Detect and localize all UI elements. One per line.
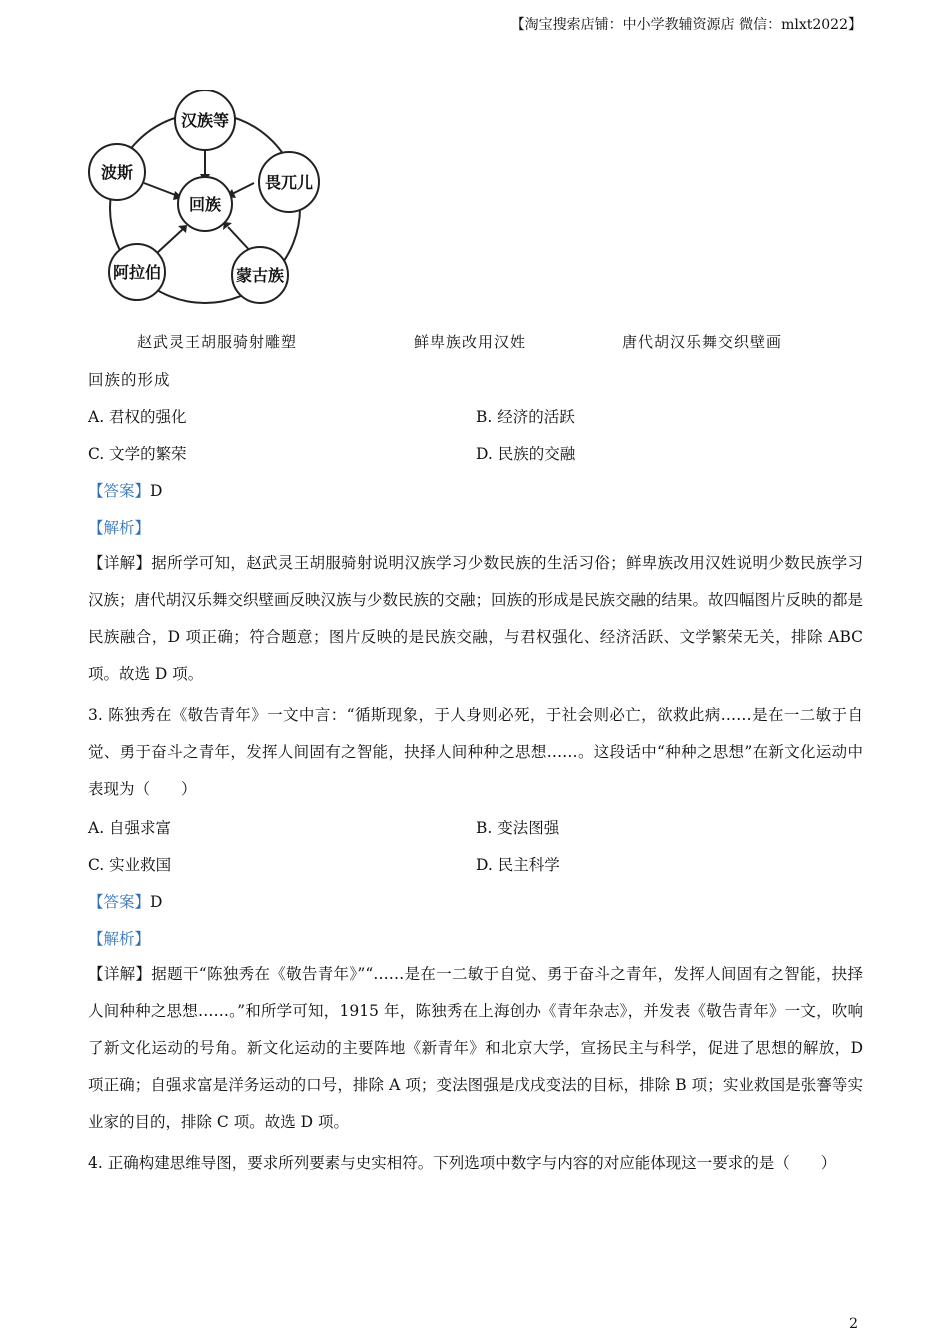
q2-option-b: B. 经济的活跃 (476, 408, 575, 426)
q3-detail-label: 【详解】 (88, 965, 152, 983)
q3-option-c: C. 实业救国 (88, 856, 172, 874)
caption-hui: 回族的形成 (88, 371, 171, 389)
q2-detail-text: 据所学可知，赵武灵王胡服骑射说明汉族学习少数民族的生活习俗；鲜卑族改用汉姓说明少数民族学习汉族；唐代胡汉乐舞交织壁画反映汉族与少数民族的交融；回族的形成是民族交融的结果。故四幅图片反映的都是民族融合，D 项正确；符合题意；图片反映的是民族交融，与君权强化、经济活跃、文学繁荣无关，排除 ABC 项。故选 D 项。 (88, 554, 864, 683)
q4-stem-text: 4. 正确构建思维导图，要求所列要素与史实相符。下列选项中数字与内容的对应能体现这一要求的是（ ） (88, 1154, 837, 1172)
node-persia-label: 波斯 (100, 163, 134, 182)
node-uyghur (259, 152, 319, 212)
q3-analysis-label: 【解析】 (88, 930, 151, 948)
q2-option-a: A. 君权的强化 (88, 408, 187, 426)
node-uyghur-label: 畏兀儿 (264, 173, 314, 192)
page-header: 【淘宝搜索店铺：中小学教辅资源店 微信：mlxt2022】 (510, 17, 862, 33)
q2-detail (88, 545, 863, 693)
page-number: 2 (849, 1316, 858, 1332)
node-persia (89, 144, 145, 200)
q3-detail (88, 956, 863, 1141)
caption-xianbei: 鲜卑族改用汉姓 (414, 333, 527, 351)
node-han-label: 汉族等 (180, 111, 230, 130)
hui-formation-diagram (82, 90, 327, 305)
node-arab (109, 244, 165, 300)
q3-option-a: A. 自强求富 (88, 819, 172, 837)
q3-detail-text: 据题干“陈独秀在《敬告青年》”“……是在一二敏于自觉、勇于奋斗之青年，发挥人间固有之智能，抉择人间种种之思想……。”和所学可知，1915 年，陈独秀在上海创办《青年杂志》，并发表《敬告青年》一文，吹响了新文化运动的号角。新文化运动的主要阵地《新青年》和北京大学，宣扬民主与科学，促进了思想的解放，D 项正确；自强求富是洋务运动的口号，排除 A 项；变法图强是戊戌变法的目标，排除 B 项；实业救国是张謇等实业家的目的，排除 C 项。故选 D 项。 (88, 965, 863, 1131)
q3-stem-text: 3. 陈独秀在《敬告青年》一文中言：“循斯现象，于人身则必死，于社会则必亡，欲救此病……是在一二敏于自觉、勇于奋斗之青年，发挥人间固有之智能，抉择人间种种之思想……。这段话中“种种之思想”在新文化运动中表现为（ ） (88, 706, 863, 798)
q3-answer (88, 890, 162, 912)
q3-option-b: B. 变法图强 (476, 819, 560, 837)
node-arab-label: 阿拉伯 (112, 263, 162, 282)
q3-answer-value: D (150, 893, 163, 911)
node-han (175, 90, 235, 150)
node-center-label: 回族 (188, 195, 222, 214)
q2-answer (88, 479, 162, 501)
q4-stem (88, 1145, 863, 1182)
q2-analysis-label: 【解析】 (88, 519, 151, 537)
q2-answer-value: D (150, 482, 163, 500)
caption-tang: 唐代胡汉乐舞交织壁画 (622, 333, 783, 351)
q2-option-d: D. 民族的交融 (476, 445, 576, 463)
q3-answer-label: 【答案】 (88, 893, 151, 911)
q3-option-d: D. 民主科学 (476, 856, 560, 874)
caption-zhao: 赵武灵王胡服骑射雕塑 (137, 333, 298, 351)
q2-answer-label: 【答案】 (88, 482, 151, 500)
node-center-hui (178, 177, 232, 231)
node-mongol-label: 蒙古族 (235, 266, 285, 285)
q2-option-c: C. 文学的繁荣 (88, 445, 187, 463)
node-mongol (232, 247, 288, 303)
q3-stem (88, 697, 863, 808)
q2-detail-label: 【详解】 (88, 554, 152, 572)
